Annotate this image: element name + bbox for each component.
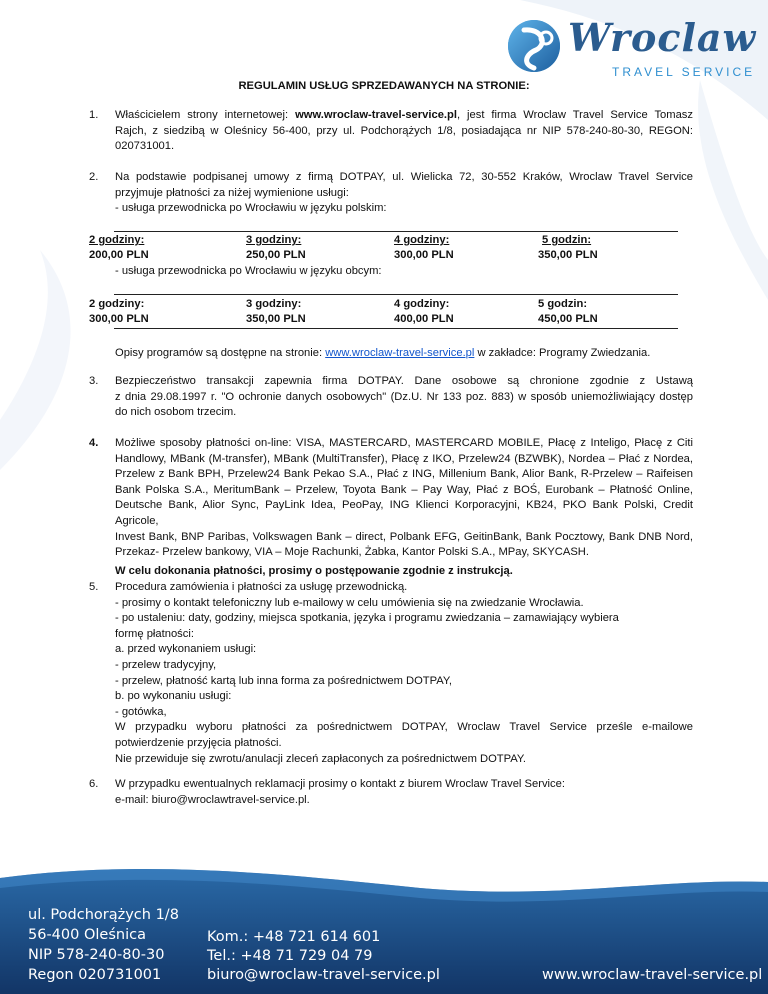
text-fragment: Właścicielem strony internetowej: [115,109,296,121]
footer-regon: Regon 020731001 [28,967,162,983]
table-top-border [114,231,678,232]
text-fragment: , jest firma Wroclaw Travel Service Tomasz [456,109,693,121]
price-value-4h: 300,00 PLN [394,249,454,261]
table-bottom-border [114,328,678,329]
price-header-5h: 5 godzin: [542,234,592,246]
price-value-4h: 400,00 PLN [394,313,454,325]
section-6-line-1: W przypadku ewentualnych reklamacji prosimy o kontakt z biurem Wroclaw Travel Service: [115,778,565,790]
section-3-line-2: z dnia 29.08.1997 r. "O ochronie danych osobowych" (Dz.U. Nr 133 poz. 883) w sposób uniemożliwiający dostęp [115,390,693,403]
section-6-line-2: e-mail: biuro@wroclawtravel-service.pl. [115,793,310,806]
section-5-line-3: - po ustaleniu: daty, godziny, miejsca spotkania, języka i programu zwiedzania – zamawiający wybiera [115,612,619,625]
programs-website-link[interactable]: www.wroclaw-travel-service.pl [325,347,475,359]
price-value-3h: 350,00 PLN [246,313,306,325]
price-header-3h: 3 godziny: [246,298,302,310]
section-number: 6. [89,778,99,790]
section-1-line-3: 020731001. [115,140,175,153]
footer-email[interactable]: biuro@wroclaw-travel-service.pl [207,967,440,983]
section-5-line-9: - gotówka, [115,705,167,718]
page-footer [0,848,768,994]
section-5-line-1: Procedura zamówienia i płatności za usługę przewodnicką. [115,581,408,593]
price-value-5h: 350,00 PLN [538,249,598,261]
price-header-2h: 2 godziny: [89,234,145,246]
section-4-line-3: Przelew z Bank BPH, Przelew24 Bank Pekao S.A., Płać z ING, Millenium Bank, Alior Bank, R-Przelew – Raifeisen [115,468,693,481]
price-header-5h: 5 godzin: [538,298,588,310]
section-2-line-2: przyjmuje płatności za niżej wymienione usługi: [115,186,349,199]
section-5-line-11: potwierdzenie przyjęcia płatności. [115,736,282,749]
section-4-line-7: Przekaz- Przelew bankowy, VIA – Moje Rachunki, Żabka, Kantor Polski S.A., MPay, SKYCASH. [115,546,589,559]
logo-tagline: TRAVEL SERVICE [612,65,756,79]
section-5-line-6: - przelew tradycyjny, [115,658,217,671]
section-5-line-12: Nie przewiduje się zwrotu/anulacji zleceń zapłaconych za pośrednictwem DOTPAY. [115,752,527,765]
price-table-polish [89,231,678,265]
table-top-border [114,294,678,295]
section-4-line-5: Deutsche Bank, Alior Sync, PayLink Idea, PeoPay, ING Klienci Korporacyjni, KB24, PKO Bank Polski, Credit Agricole, [115,499,693,527]
footer-address-street: ul. Podchorążych 1/8 [28,907,179,923]
text-fragment: w zakładce: Programy Zwiedzania. [474,347,651,359]
section-number: 3. [89,375,99,387]
section-2-line-1: Na podstawie podpisanej umowy z firmą DOTPAY, ul. Wielicka 72, 30-552 Kraków, Wroclaw Travel Service [115,171,693,183]
website-address-bold: www.wroclaw-travel-service.pl [295,109,457,121]
footer-website[interactable]: www.wroclaw-travel-service.pl [542,967,763,983]
section-5-line-4: formę płatności: [115,627,194,640]
section-2-line-4: - usługa przewodnicka po Wrocławiu w języku obcym: [115,265,382,277]
price-value-5h: 450,00 PLN [538,313,598,325]
programs-note [115,346,693,362]
logo-brand-text: Wroclaw [568,15,757,60]
price-header-2h: 2 godziny: [89,298,145,310]
section-number: 5. [89,581,99,593]
section-3-line-3: do nich osobom trzecim. [115,406,237,419]
section-number: 1. [89,109,99,121]
footer-nip: NIP 578-240-80-30 [28,947,165,963]
section-1-line-1 [115,108,693,124]
section-5-line-8: b. po wykonaniu usługi: [115,690,232,703]
price-header-4h: 4 godziny: [394,234,450,246]
section-4-line-4: Bank Polska S.A., MeritumBank – Przelew, Toyota Bank – Pay Way, Płać z BOŚ, Eurobank – Płatność Online, [115,483,693,496]
section-4-line-6: Invest Bank, BNP Paribas, Volkswagen Bank – direct, Polbank EFG, GeitinBank, Bank Pocztowy, Bank DNB Nord, [115,530,693,543]
company-logo [508,12,758,82]
section-2-line-3: - usługa przewodnicka po Wrocławiu w języku polskim: [115,202,387,215]
section-number: 2. [89,171,99,183]
price-header-3h: 3 godziny: [246,234,302,246]
text-fragment: Opisy programów są dostępne na stronie: [115,347,326,359]
section-1-line-2: Rajch, z siedzibą w Oleśnicy 56-400, przy ul. Podchorążych 1/8, posiadająca nr NIP 578-240-80-30, REGON: [115,124,693,137]
footer-address-city: 56-400 Oleśnica [28,927,146,943]
price-value-3h: 250,00 PLN [246,249,306,261]
section-5-line-5: a. przed wykonaniem usługi: [115,643,257,656]
section-4-line-2: Handlowy, MBank (M-transfer), MBank (MultiTransfer), Płacę z IKO, Przelew24 (BZWBK), Nordea – Płać z Nordea, [115,452,693,465]
price-value-2h: 300,00 PLN [89,313,149,325]
price-header-4h: 4 godziny: [394,298,450,310]
section-5-line-10: W przypadku wyboru płatności za pośrednictwem DOTPAY, Wroclaw Travel Service prześle e-mailowe [115,721,693,734]
footer-mobile: Kom.: +48 721 614 601 [207,929,381,945]
document-title: REGULAMIN USŁUG SPRZEDAWANYCH NA STRONIE: [238,80,530,92]
footer-phone: Tel.: +48 71 729 04 79 [207,948,373,964]
price-table-foreign [89,294,678,330]
section-4-line-1: Możliwe sposoby płatności on-line: VISA, MASTERCARD, MASTERCARD MOBILE, Płacę z Inteligo, Płacę z Citi [115,437,693,449]
logo-emblem-icon [508,16,566,76]
section-5-line-2: - prosimy o kontakt telefoniczny lub e-mailowy w celu umówienia się na zwiedzanie Wrocławia. [115,596,584,609]
price-value-2h: 200,00 PLN [89,249,149,261]
section-3-line-1: Bezpieczeństwo transakcji zapewnia firma DOTPAY. Dane osobowe są chronione zgodnie z Ustawą [115,375,693,387]
payment-instruction-note: W celu dokonania płatności, prosimy o postępowanie zgodnie z instrukcją. [115,564,513,577]
section-5-line-7: - przelew, płatność kartą lub inna forma za pośrednictwem DOTPAY, [115,674,453,687]
section-number: 4. [89,437,99,449]
